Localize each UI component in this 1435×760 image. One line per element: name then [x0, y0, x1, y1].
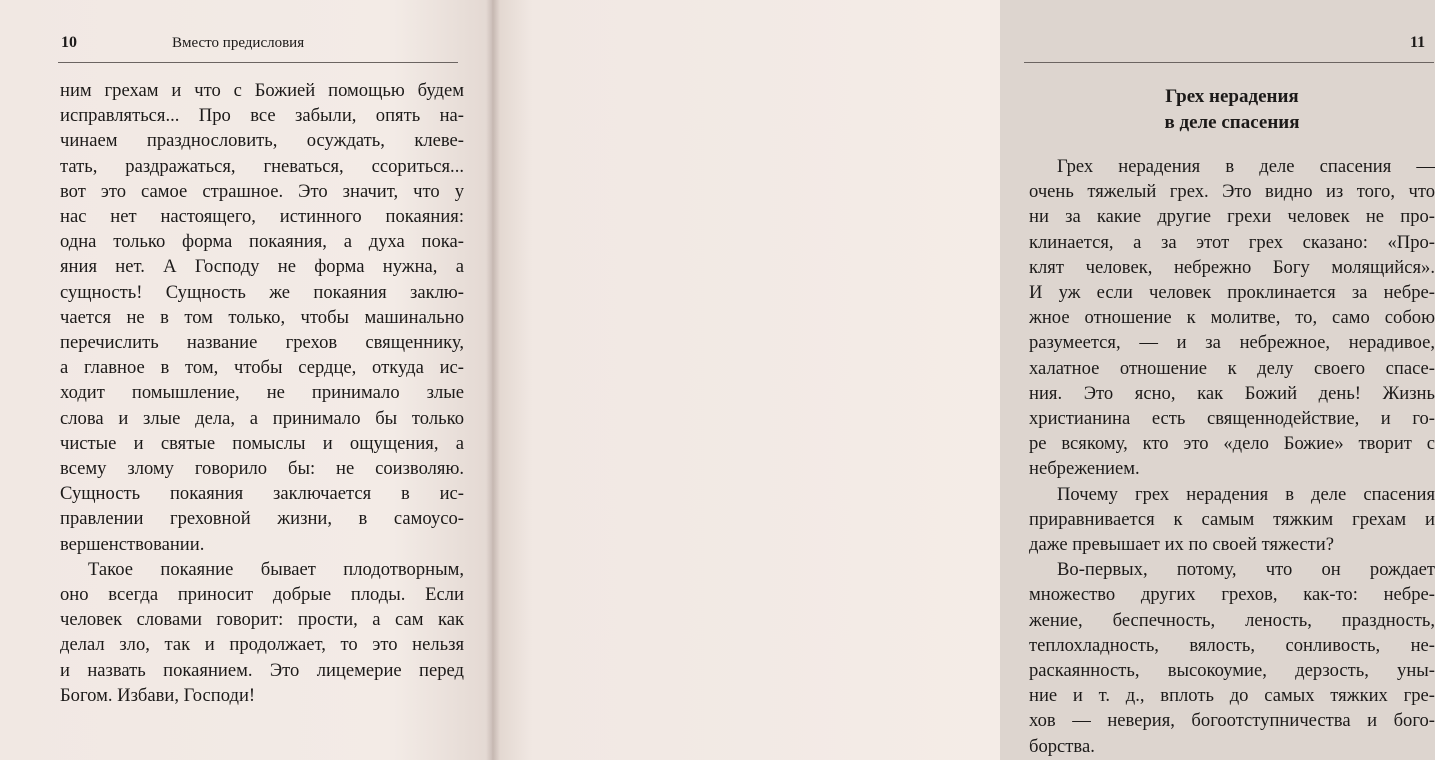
- text-line: множество других грехов, как-то: небре-: [1029, 584, 1435, 606]
- book-gutter: [486, 0, 500, 760]
- text-line: одна только форма покаяния, а духа пока-: [60, 231, 464, 253]
- text-line: христианина есть священнодействие, и го-: [1029, 408, 1435, 430]
- text-line: вот это самое страшное. Это значит, что у: [60, 180, 464, 202]
- text-line: приравнивается к самым тяжким грехам и: [1029, 508, 1435, 530]
- text-line: чинаем празднословить, осуждать, клеве-: [60, 130, 464, 152]
- right-page: [492, 0, 1435, 760]
- text-line: чистые и святые помыслы и ощущения, а: [60, 432, 464, 454]
- text-line: клинается, а за этот грех сказано: «Про-: [1029, 231, 1435, 253]
- text-line: перечислить название грехов священнику,: [60, 332, 464, 354]
- text-line: нас нет настоящего, истинного покаяния:: [60, 206, 464, 228]
- text-line: ни за какие другие грехи человек не про-: [1029, 206, 1435, 228]
- text-line: очень тяжелый грех. Это видно из того, что: [1029, 181, 1435, 203]
- text-line: слова и злые дела, а принимало бы только: [60, 407, 464, 429]
- text-line: Такое покаяние бывает плодотворным,: [88, 558, 464, 580]
- text-line: халатное отношение к делу своего спасе-: [1029, 357, 1435, 379]
- running-header: Вместо предисловия: [172, 35, 305, 51]
- text-line: яния нет. А Господу не форма нужна, а: [60, 256, 464, 278]
- text-line: тать, раздражаться, гневаться, ссориться...: [60, 155, 464, 177]
- text-line: оно всегда приносит добрые плоды. Если: [60, 584, 464, 606]
- paragraph: [1029, 154, 1435, 482]
- text-line: хов — неверия, богоотступничества и бого-: [1029, 710, 1435, 732]
- paragraph: [60, 557, 464, 708]
- text-line: ние и т. д., вплоть до самых тяжких гре-: [1029, 685, 1435, 707]
- right-body-text: [1029, 154, 1435, 759]
- left-page-number: 10: [61, 34, 77, 51]
- text-line: Во-первых, потому, что он рождает: [1057, 559, 1435, 581]
- text-line: делал зло, так и продолжает, то это нельзя: [60, 634, 464, 656]
- text-line: жное отношение к молитве, то, само собою: [1029, 307, 1435, 329]
- left-header-rule: [58, 62, 458, 63]
- text-line: Богом. Избави, Господи!: [60, 684, 256, 706]
- text-line: всему злому говорило бы: не соизволяю.: [60, 458, 464, 480]
- text-line: раскаянность, высокоумие, дерзость, уны-: [1029, 660, 1435, 682]
- text-line: человек словами говорит: прости, а сам как: [60, 609, 464, 631]
- text-line: сущность! Сущность же покаяния заклю-: [60, 281, 464, 303]
- text-line: клят человек, небрежно Богу молящийся».: [1029, 256, 1435, 278]
- text-line: даже превышает их по своей тяжести?: [1029, 534, 1334, 556]
- left-page: [0, 0, 492, 760]
- text-line: ходит помышление, не принимало злые: [60, 382, 464, 404]
- left-body-text: [60, 78, 464, 708]
- chapter-title: [1029, 84, 1435, 136]
- text-line: ре всякому, кто это «дело Божие» творит с: [1029, 433, 1435, 455]
- text-line: ним грехам и что с Божией помощью будем: [60, 80, 464, 101]
- paragraph: [1029, 482, 1435, 558]
- text-line: и назвать покаянием. Это лицемерие перед: [60, 659, 464, 681]
- right-header-rule: [1024, 62, 1434, 63]
- paragraph: [60, 78, 464, 557]
- text-line: небрежением.: [1029, 458, 1140, 480]
- right-page-number: 11: [1410, 34, 1426, 51]
- paragraph: [1029, 557, 1435, 759]
- text-line: Сущность покаяния заключается в ис-: [60, 483, 464, 505]
- text-line: И уж если человек проклинается за небре-: [1029, 282, 1435, 304]
- text-line: теплохладность, вялость, сонливость, не-: [1029, 634, 1435, 656]
- text-line: исправляться... Про все забыли, опять на-: [60, 105, 464, 127]
- text-line: чается не в том только, чтобы машинально: [60, 306, 464, 328]
- text-line: Грех нерадения в деле спасения —: [1057, 156, 1435, 177]
- chapter-title-line: Грех нерадения: [1165, 86, 1299, 107]
- text-line: правлении греховной жизни, в самоусо-: [60, 508, 464, 530]
- text-line: вершенствовании.: [60, 533, 205, 555]
- text-line: борства.: [1029, 735, 1095, 757]
- text-line: ния. Это ясно, как Божий день! Жизнь: [1029, 382, 1435, 404]
- text-line: а главное в том, чтобы сердце, откуда ис-: [60, 357, 464, 379]
- text-line: жение, беспечность, леность, праздность,: [1029, 609, 1435, 631]
- text-line: Почему грех нерадения в деле спасения: [1057, 483, 1435, 505]
- chapter-title-line: в деле спасения: [1164, 112, 1300, 133]
- text-line: разумеется, — и за небрежное, нерадивое,: [1029, 332, 1435, 354]
